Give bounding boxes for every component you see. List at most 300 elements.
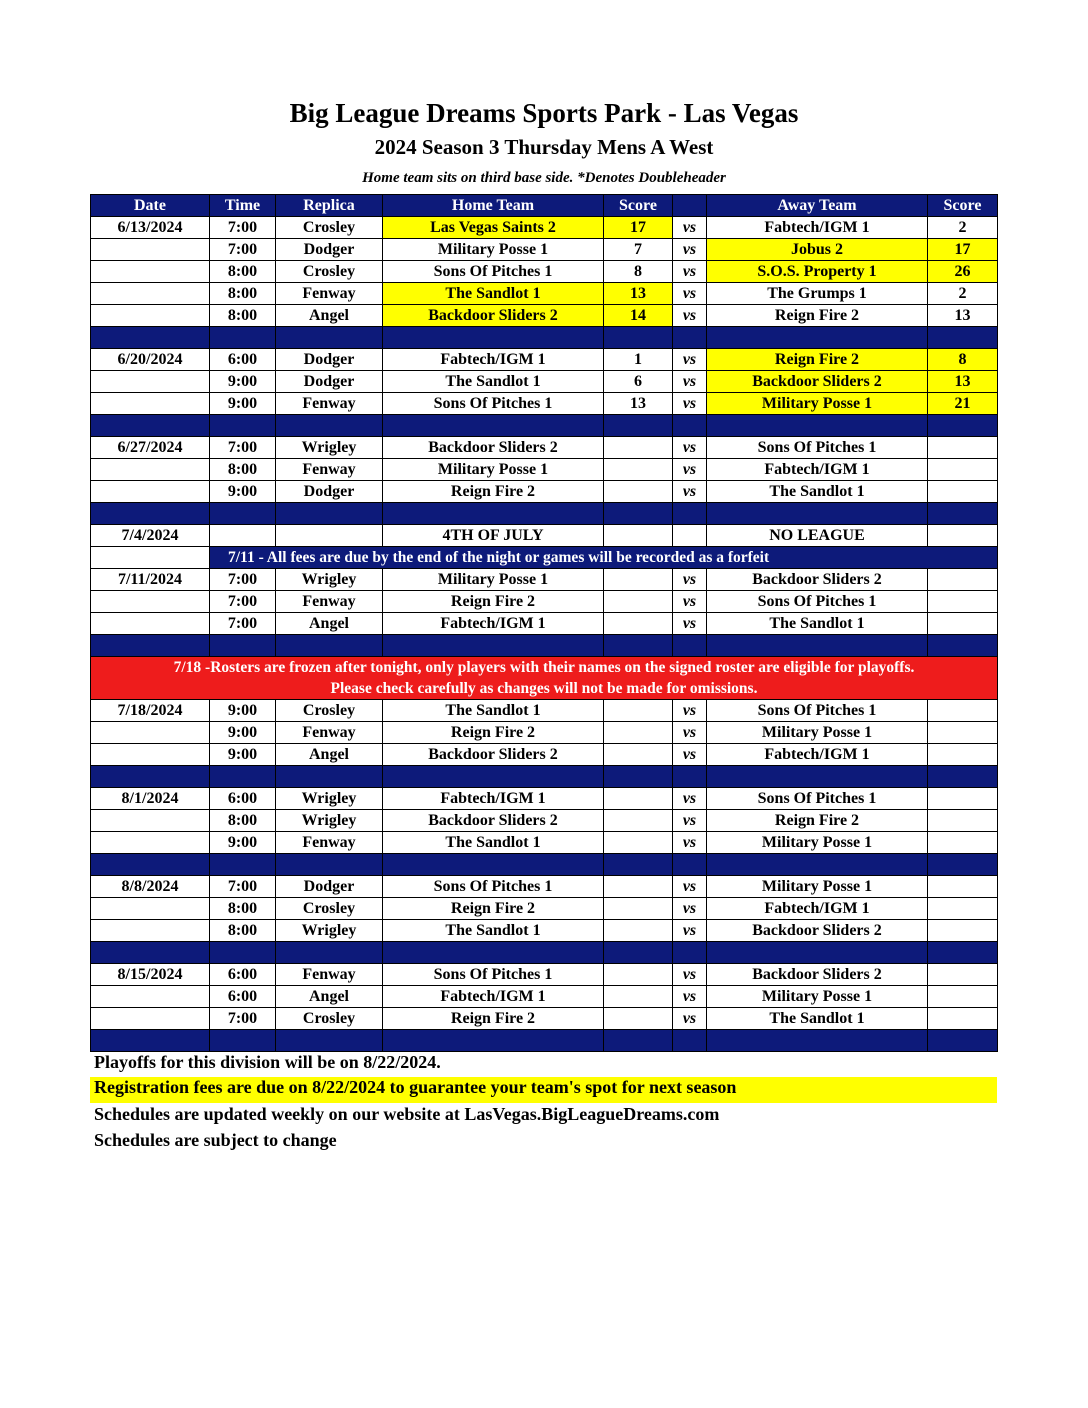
separator-cell xyxy=(276,1030,383,1052)
roster-alert-cell xyxy=(91,657,998,700)
replica-cell: Dodger xyxy=(276,349,383,371)
home-team-cell: The Sandlot 1 xyxy=(383,700,604,722)
replica-cell: Wrigley xyxy=(276,569,383,591)
home-team-cell: Military Posse 1 xyxy=(383,569,604,591)
separator-cell xyxy=(91,766,210,788)
replica-cell: Fenway xyxy=(276,722,383,744)
away-team-cell: Sons Of Pitches 1 xyxy=(707,788,928,810)
away-team-cell: NO LEAGUE xyxy=(707,525,928,547)
away-team-cell: Sons Of Pitches 1 xyxy=(707,437,928,459)
date-cell: 6/13/2024 xyxy=(91,217,210,239)
separator-cell xyxy=(276,766,383,788)
home-team-note: Home team sits on third base side. *Denotes Doubleheader xyxy=(362,170,726,186)
time-cell: 8:00 xyxy=(210,283,276,305)
col-header-away-score: Score xyxy=(928,195,998,217)
date-cell xyxy=(91,591,210,613)
vs-label: vs xyxy=(673,613,707,635)
time-cell: 8:00 xyxy=(210,305,276,327)
separator-cell xyxy=(91,415,210,437)
separator-cell xyxy=(210,854,276,876)
separator-cell xyxy=(276,942,383,964)
date-cell xyxy=(91,261,210,283)
date-cell xyxy=(91,371,210,393)
separator-cell xyxy=(210,503,276,525)
separator-cell xyxy=(91,635,210,657)
home-score-cell xyxy=(604,437,673,459)
game-row xyxy=(91,832,998,854)
home-team-cell: Reign Fire 2 xyxy=(383,722,604,744)
away-team-cell: The Grumps 1 xyxy=(707,283,928,305)
time-cell: 9:00 xyxy=(210,744,276,766)
date-cell: 7/4/2024 xyxy=(91,525,210,547)
home-score-cell xyxy=(604,788,673,810)
date-cell xyxy=(91,459,210,481)
separator-cell xyxy=(210,635,276,657)
separator-cell xyxy=(673,415,707,437)
away-team-cell: Fabtech/IGM 1 xyxy=(707,217,928,239)
separator-cell xyxy=(210,1030,276,1052)
separator-cell xyxy=(91,1030,210,1052)
home-score-cell: 8 xyxy=(604,261,673,283)
home-score-cell xyxy=(604,964,673,986)
separator-cell xyxy=(707,854,928,876)
time-cell: 8:00 xyxy=(210,261,276,283)
away-team-cell: Fabtech/IGM 1 xyxy=(707,898,928,920)
date-cell xyxy=(91,283,210,305)
separator-cell xyxy=(673,854,707,876)
separator-cell xyxy=(276,854,383,876)
away-score-cell xyxy=(928,832,998,854)
home-team-cell: Sons Of Pitches 1 xyxy=(383,393,604,415)
game-row xyxy=(91,217,998,239)
away-team-cell: Backdoor Sliders 2 xyxy=(707,920,928,942)
away-team-cell: Jobus 2 xyxy=(707,239,928,261)
time-cell: 7:00 xyxy=(210,1008,276,1030)
separator-cell xyxy=(91,942,210,964)
separator-cell xyxy=(276,635,383,657)
home-score-cell: 1 xyxy=(604,349,673,371)
week-separator-row xyxy=(91,327,998,349)
vs-label: vs xyxy=(673,876,707,898)
home-team-cell: Backdoor Sliders 2 xyxy=(383,437,604,459)
change-note: Schedules are subject to change xyxy=(94,1130,337,1150)
away-team-cell: Military Posse 1 xyxy=(707,722,928,744)
col-header-date: Date xyxy=(91,195,210,217)
replica-cell: Wrigley xyxy=(276,437,383,459)
away-team-cell: Backdoor Sliders 2 xyxy=(707,371,928,393)
replica-cell: Angel xyxy=(276,305,383,327)
home-team-cell: Reign Fire 2 xyxy=(383,481,604,503)
date-cell xyxy=(91,986,210,1008)
separator-cell xyxy=(928,503,998,525)
col-header-replica: Replica xyxy=(276,195,383,217)
game-row xyxy=(91,481,998,503)
separator-cell xyxy=(276,327,383,349)
roster-alert-line: Please check carefully as changes will not be made for omissions. xyxy=(330,680,758,697)
time-cell: 7:00 xyxy=(210,569,276,591)
away-score-cell: 2 xyxy=(928,217,998,239)
replica-cell: Fenway xyxy=(276,459,383,481)
game-row xyxy=(91,283,998,305)
vs-label: vs xyxy=(673,744,707,766)
time-cell: 9:00 xyxy=(210,700,276,722)
game-row xyxy=(91,722,998,744)
away-score-cell: 2 xyxy=(928,283,998,305)
week-separator-row xyxy=(91,1030,998,1052)
separator-cell xyxy=(928,1030,998,1052)
date-cell xyxy=(91,744,210,766)
col-header-away-team: Away Team xyxy=(707,195,928,217)
separator-cell xyxy=(383,854,604,876)
separator-cell xyxy=(383,766,604,788)
separator-cell xyxy=(276,415,383,437)
game-row xyxy=(91,459,998,481)
date-cell xyxy=(91,810,210,832)
game-row xyxy=(91,613,998,635)
replica-cell: Crosley xyxy=(276,261,383,283)
date-cell xyxy=(91,898,210,920)
time-cell: 8:00 xyxy=(210,920,276,942)
registration-note: Registration fees are due on 8/22/2024 to guarantee your team's spot for next season xyxy=(90,1077,997,1103)
separator-cell xyxy=(383,635,604,657)
away-score-cell: 17 xyxy=(928,239,998,261)
time-cell: 9:00 xyxy=(210,832,276,854)
separator-cell xyxy=(604,1030,673,1052)
col-header-time: Time xyxy=(210,195,276,217)
date-cell: 8/15/2024 xyxy=(91,964,210,986)
home-score-cell: 7 xyxy=(604,239,673,261)
time-cell: 8:00 xyxy=(210,810,276,832)
replica-cell: Fenway xyxy=(276,283,383,305)
separator-cell xyxy=(91,327,210,349)
vs-label: vs xyxy=(673,371,707,393)
home-team-cell: Reign Fire 2 xyxy=(383,591,604,613)
home-score-cell xyxy=(604,525,673,547)
home-team-cell: Military Posse 1 xyxy=(383,459,604,481)
game-row xyxy=(91,393,998,415)
game-row xyxy=(91,371,998,393)
date-cell xyxy=(91,722,210,744)
away-score-cell: 26 xyxy=(928,261,998,283)
vs-label: vs xyxy=(673,393,707,415)
away-team-cell: Military Posse 1 xyxy=(707,986,928,1008)
vs-label: vs xyxy=(673,305,707,327)
time-cell: 6:00 xyxy=(210,964,276,986)
home-score-cell: 13 xyxy=(604,393,673,415)
fee-notice-row xyxy=(91,547,998,569)
date-cell: 6/20/2024 xyxy=(91,349,210,371)
away-score-cell xyxy=(928,920,998,942)
vs-label: vs xyxy=(673,261,707,283)
vs-label: vs xyxy=(673,788,707,810)
away-score-cell xyxy=(928,459,998,481)
time-cell: 9:00 xyxy=(210,393,276,415)
game-row xyxy=(91,744,998,766)
week-separator-row xyxy=(91,766,998,788)
replica-cell: Angel xyxy=(276,613,383,635)
game-row xyxy=(91,898,998,920)
away-team-cell: The Sandlot 1 xyxy=(707,1008,928,1030)
replica-cell: Crosley xyxy=(276,217,383,239)
date-cell xyxy=(91,613,210,635)
date-cell: 6/27/2024 xyxy=(91,437,210,459)
time-cell: 9:00 xyxy=(210,371,276,393)
away-team-cell: Fabtech/IGM 1 xyxy=(707,744,928,766)
week-separator-row xyxy=(91,503,998,525)
away-score-cell xyxy=(928,964,998,986)
away-score-cell xyxy=(928,744,998,766)
separator-cell xyxy=(673,1030,707,1052)
date-cell xyxy=(91,832,210,854)
home-score-cell xyxy=(604,876,673,898)
vs-label: vs xyxy=(673,964,707,986)
schedule-body xyxy=(91,217,998,1052)
away-team-cell: Fabtech/IGM 1 xyxy=(707,459,928,481)
home-team-cell: Military Posse 1 xyxy=(383,239,604,261)
time-cell xyxy=(210,525,276,547)
home-score-cell xyxy=(604,986,673,1008)
replica-cell: Angel xyxy=(276,986,383,1008)
replica-cell: Dodger xyxy=(276,481,383,503)
home-team-cell: The Sandlot 1 xyxy=(383,283,604,305)
home-team-cell: The Sandlot 1 xyxy=(383,920,604,942)
vs-label: vs xyxy=(673,832,707,854)
replica-cell xyxy=(276,525,383,547)
home-team-cell: 4TH OF JULY xyxy=(383,525,604,547)
separator-cell xyxy=(210,942,276,964)
col-header-vs xyxy=(673,195,707,217)
date-cell xyxy=(91,481,210,503)
vs-label: vs xyxy=(673,591,707,613)
home-team-cell: Backdoor Sliders 2 xyxy=(383,810,604,832)
game-row xyxy=(91,525,998,547)
time-cell: 8:00 xyxy=(210,898,276,920)
away-team-cell: Reign Fire 2 xyxy=(707,305,928,327)
home-score-cell xyxy=(604,459,673,481)
vs-label xyxy=(673,525,707,547)
home-score-cell xyxy=(604,920,673,942)
page-title: Big League Dreams Sports Park - Las Vegas xyxy=(289,98,799,128)
home-score-cell xyxy=(604,700,673,722)
away-score-cell xyxy=(928,722,998,744)
home-team-cell: Backdoor Sliders 2 xyxy=(383,744,604,766)
separator-cell xyxy=(210,327,276,349)
replica-cell: Crosley xyxy=(276,1008,383,1030)
date-cell: 8/8/2024 xyxy=(91,876,210,898)
home-team-cell: The Sandlot 1 xyxy=(383,371,604,393)
game-row xyxy=(91,239,998,261)
home-score-cell: 17 xyxy=(604,217,673,239)
date-cell xyxy=(91,393,210,415)
vs-label: vs xyxy=(673,920,707,942)
game-row xyxy=(91,569,998,591)
away-team-cell: The Sandlot 1 xyxy=(707,481,928,503)
separator-cell xyxy=(928,766,998,788)
page-subtitle: 2024 Season 3 Thursday Mens A West xyxy=(374,135,714,159)
separator-cell xyxy=(604,327,673,349)
replica-cell: Wrigley xyxy=(276,810,383,832)
time-cell: 6:00 xyxy=(210,349,276,371)
away-score-cell xyxy=(928,986,998,1008)
game-row xyxy=(91,349,998,371)
home-score-cell xyxy=(604,898,673,920)
replica-cell: Wrigley xyxy=(276,920,383,942)
separator-cell xyxy=(604,854,673,876)
away-team-cell: Reign Fire 2 xyxy=(707,349,928,371)
vs-label: vs xyxy=(673,569,707,591)
separator-cell xyxy=(707,635,928,657)
away-team-cell: Backdoor Sliders 2 xyxy=(707,964,928,986)
vs-label: vs xyxy=(673,437,707,459)
game-row xyxy=(91,261,998,283)
separator-cell xyxy=(707,327,928,349)
week-separator-row xyxy=(91,415,998,437)
date-cell xyxy=(91,239,210,261)
vs-label: vs xyxy=(673,239,707,261)
home-team-cell: Fabtech/IGM 1 xyxy=(383,613,604,635)
date-cell: 7/11/2024 xyxy=(91,569,210,591)
home-team-cell: Sons Of Pitches 1 xyxy=(383,964,604,986)
away-score-cell: 8 xyxy=(928,349,998,371)
game-row xyxy=(91,920,998,942)
vs-label: vs xyxy=(673,986,707,1008)
away-team-cell: Sons Of Pitches 1 xyxy=(707,591,928,613)
home-team-cell: Sons Of Pitches 1 xyxy=(383,876,604,898)
separator-cell xyxy=(928,635,998,657)
away-score-cell xyxy=(928,700,998,722)
separator-cell xyxy=(673,503,707,525)
separator-cell xyxy=(673,766,707,788)
date-cell xyxy=(91,305,210,327)
time-cell: 9:00 xyxy=(210,481,276,503)
vs-label: vs xyxy=(673,217,707,239)
roster-alert-row xyxy=(91,657,998,700)
replica-cell: Dodger xyxy=(276,876,383,898)
replica-cell: Fenway xyxy=(276,964,383,986)
replica-cell: Wrigley xyxy=(276,788,383,810)
vs-label: vs xyxy=(673,722,707,744)
away-score-cell: 13 xyxy=(928,371,998,393)
away-score-cell xyxy=(928,591,998,613)
week-separator-row xyxy=(91,854,998,876)
home-team-cell: Backdoor Sliders 2 xyxy=(383,305,604,327)
home-team-cell: Reign Fire 2 xyxy=(383,1008,604,1030)
home-team-cell: Fabtech/IGM 1 xyxy=(383,349,604,371)
vs-label: vs xyxy=(673,1008,707,1030)
home-score-cell xyxy=(604,481,673,503)
vs-label: vs xyxy=(673,810,707,832)
time-cell: 7:00 xyxy=(210,217,276,239)
home-score-cell xyxy=(604,591,673,613)
home-score-cell xyxy=(604,832,673,854)
away-team-cell: Sons Of Pitches 1 xyxy=(707,700,928,722)
time-cell: 9:00 xyxy=(210,722,276,744)
home-score-cell: 6 xyxy=(604,371,673,393)
game-row xyxy=(91,1008,998,1030)
separator-cell xyxy=(604,766,673,788)
game-row xyxy=(91,437,998,459)
col-header-home-score: Score xyxy=(604,195,673,217)
home-team-cell: Sons Of Pitches 1 xyxy=(383,261,604,283)
home-team-cell: Reign Fire 2 xyxy=(383,898,604,920)
separator-cell xyxy=(707,766,928,788)
vs-label: vs xyxy=(673,898,707,920)
playoffs-note: Playoffs for this division will be on 8/22/2024. xyxy=(94,1052,441,1072)
notice-spacer xyxy=(91,547,210,569)
home-score-cell xyxy=(604,722,673,744)
vs-label: vs xyxy=(673,349,707,371)
vs-label: vs xyxy=(673,459,707,481)
vs-label: vs xyxy=(673,700,707,722)
separator-cell xyxy=(707,503,928,525)
home-score-cell xyxy=(604,613,673,635)
time-cell: 7:00 xyxy=(210,239,276,261)
away-team-cell: Military Posse 1 xyxy=(707,393,928,415)
away-score-cell xyxy=(928,481,998,503)
home-team-cell: Fabtech/IGM 1 xyxy=(383,986,604,1008)
vs-label: vs xyxy=(673,481,707,503)
away-score-cell: 21 xyxy=(928,393,998,415)
away-score-cell xyxy=(928,437,998,459)
away-team-cell: Reign Fire 2 xyxy=(707,810,928,832)
date-cell: 7/18/2024 xyxy=(91,700,210,722)
separator-cell xyxy=(673,635,707,657)
website-note: Schedules are updated weekly on our website at LasVegas.BigLeagueDreams.com xyxy=(94,1104,720,1124)
home-team-cell: Las Vegas Saints 2 xyxy=(383,217,604,239)
date-cell xyxy=(91,1008,210,1030)
game-row xyxy=(91,591,998,613)
away-team-cell: Military Posse 1 xyxy=(707,832,928,854)
game-row xyxy=(91,876,998,898)
home-score-cell xyxy=(604,744,673,766)
home-score-cell: 14 xyxy=(604,305,673,327)
separator-cell xyxy=(928,854,998,876)
away-score-cell: 13 xyxy=(928,305,998,327)
separator-cell xyxy=(383,942,604,964)
time-cell: 8:00 xyxy=(210,459,276,481)
away-team-cell: Military Posse 1 xyxy=(707,876,928,898)
replica-cell: Dodger xyxy=(276,371,383,393)
time-cell: 7:00 xyxy=(210,876,276,898)
separator-cell xyxy=(673,327,707,349)
game-row xyxy=(91,964,998,986)
game-row xyxy=(91,810,998,832)
replica-cell: Crosley xyxy=(276,700,383,722)
away-score-cell xyxy=(928,788,998,810)
away-score-cell xyxy=(928,569,998,591)
replica-cell: Angel xyxy=(276,744,383,766)
away-score-cell xyxy=(928,810,998,832)
separator-cell xyxy=(928,942,998,964)
home-score-cell xyxy=(604,1008,673,1030)
away-team-cell: S.O.S. Property 1 xyxy=(707,261,928,283)
fee-notice-text: 7/11 - All fees are due by the end of the night or games will be recorded as a forfeit xyxy=(210,547,998,569)
separator-cell xyxy=(707,1030,928,1052)
home-team-cell: The Sandlot 1 xyxy=(383,832,604,854)
separator-cell xyxy=(707,415,928,437)
week-separator-row xyxy=(91,635,998,657)
home-score-cell xyxy=(604,810,673,832)
time-cell: 6:00 xyxy=(210,986,276,1008)
away-score-cell xyxy=(928,876,998,898)
separator-cell xyxy=(91,503,210,525)
away-score-cell xyxy=(928,898,998,920)
separator-cell xyxy=(604,415,673,437)
separator-cell xyxy=(673,942,707,964)
away-team-cell: The Sandlot 1 xyxy=(707,613,928,635)
away-score-cell xyxy=(928,1008,998,1030)
replica-cell: Fenway xyxy=(276,591,383,613)
